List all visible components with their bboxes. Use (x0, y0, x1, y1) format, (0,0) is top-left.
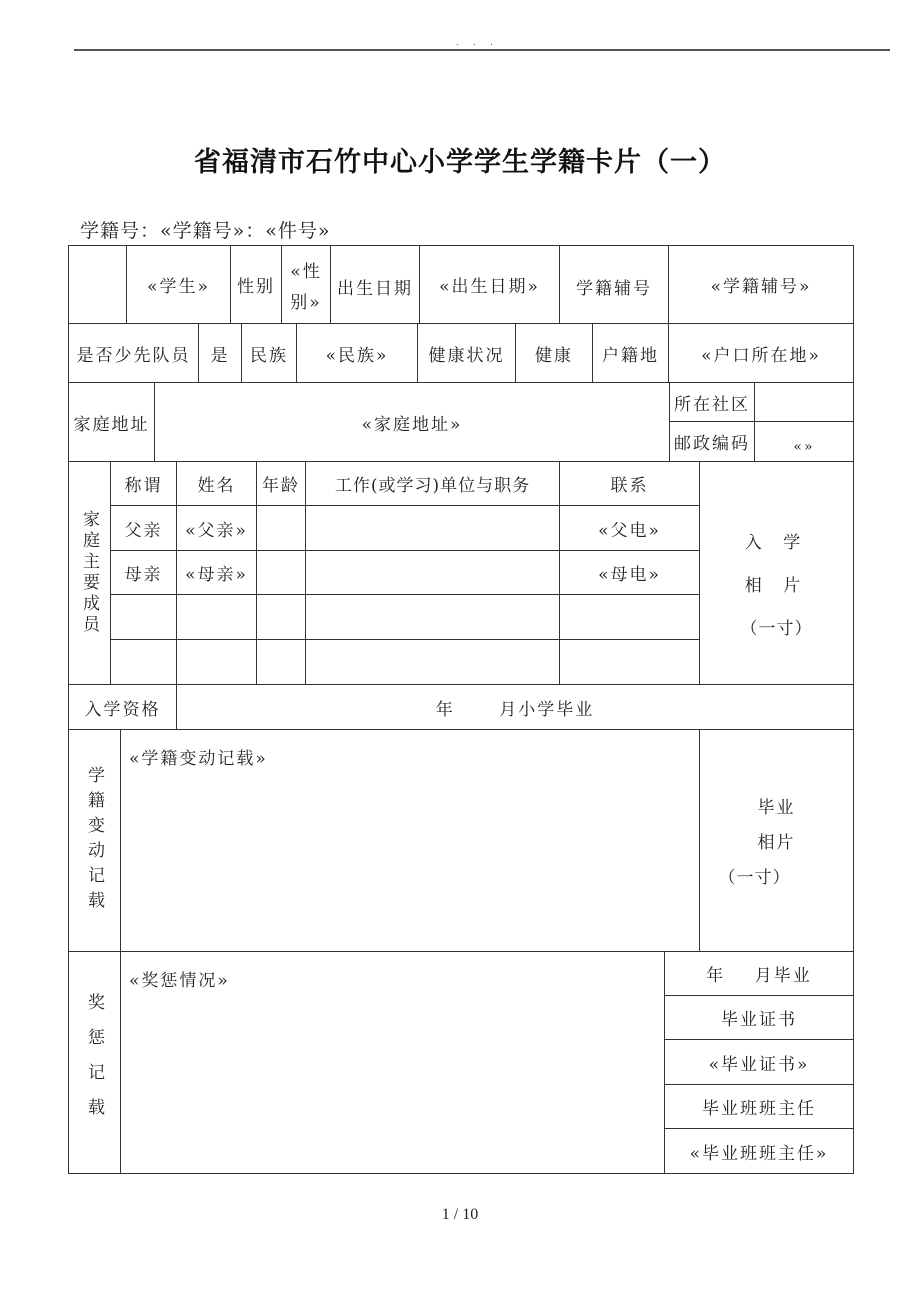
gender-value-line2: 别» (290, 292, 322, 313)
family-section-text: 家庭主要成员 (79, 510, 99, 636)
hukou-value: «户口所在地» (668, 323, 854, 383)
family-header-name: 姓名 (176, 461, 257, 506)
graduation-date: 年 月毕业 (664, 951, 854, 996)
birth-date-value: «出生日期» (419, 245, 560, 324)
family-row2-age (256, 550, 306, 595)
family-row1-relation: 父亲 (110, 505, 177, 551)
postcode-value: «» (754, 421, 854, 462)
enrollment-photo-line1: 入 学 (744, 533, 809, 553)
blank-label-cell (68, 245, 127, 324)
ethnicity-label: 民族 (241, 323, 297, 383)
family-row2-relation: 母亲 (110, 550, 177, 595)
family-row2-name: «母亲» (176, 550, 257, 595)
enrollment-photo-line3: （一寸） (740, 619, 813, 639)
certificate-label: 毕业证书 (664, 995, 854, 1040)
aux-id-value: «学籍辅号» (668, 245, 854, 324)
certificate-value: «毕业证书» (664, 1039, 854, 1085)
changes-section-label (68, 729, 121, 952)
pioneer-label: 是否少先队员 (68, 323, 199, 383)
student-name-value: «学生» (126, 245, 231, 324)
address-value: «家庭地址» (154, 382, 670, 462)
admission-label: 入学资格 (68, 684, 177, 730)
head-teacher-value: «毕业班班主任» (664, 1128, 854, 1174)
graduation-photo-line3: （一寸） (718, 868, 791, 888)
page-title: 省福清市石竹中心小学学生学籍卡片（一） (194, 147, 726, 178)
ethnicity-value: «民族» (296, 323, 418, 383)
family-section-label (68, 461, 111, 685)
family-row4-contact (559, 639, 700, 685)
community-value (754, 382, 854, 422)
changes-section-text: 学籍变动记载 (84, 765, 104, 916)
page-number: 1 / 10 (441, 1206, 479, 1223)
rewards-section-text: 奖惩记载 (84, 992, 104, 1133)
hukou-label: 户籍地 (592, 323, 669, 383)
rewards-section-label (68, 951, 121, 1174)
family-row2-work (305, 550, 560, 595)
family-row4-name (176, 639, 257, 685)
family-header-relation: 称谓 (110, 461, 177, 506)
graduation-photo-box (699, 729, 854, 952)
family-row1-name: «父亲» (176, 505, 257, 551)
health-label: 健康状况 (417, 323, 516, 383)
graduation-photo-line2: 相片 (757, 833, 796, 853)
admission-value: 年 月小学毕业 (176, 684, 854, 730)
health-value: 健康 (515, 323, 593, 383)
address-label: 家庭地址 (68, 382, 155, 462)
family-row1-work (305, 505, 560, 551)
header-rule (74, 49, 890, 51)
head-teacher-label: 毕业班班主任 (664, 1084, 854, 1129)
family-row1-contact: «父电» (559, 505, 700, 551)
family-header-work: 工作(或学习)单位与职务 (305, 461, 560, 506)
family-row1-age (256, 505, 306, 551)
gender-value (281, 245, 331, 324)
enrollment-photo-line2: 相 片 (744, 576, 809, 596)
family-header-age: 年龄 (256, 461, 306, 506)
aux-id-label: 学籍辅号 (559, 245, 669, 324)
community-label: 所在社区 (669, 382, 755, 422)
family-row4-age (256, 639, 306, 685)
rewards-record-value: «奖惩情况» (120, 951, 665, 1174)
family-row3-age (256, 594, 306, 640)
family-row4-work (305, 639, 560, 685)
enrollment-photo-box (699, 461, 854, 685)
changes-record-value: «学籍变动记载» (120, 729, 700, 952)
family-row3-work (305, 594, 560, 640)
family-row3-relation (110, 594, 177, 640)
family-row4-relation (110, 639, 177, 685)
family-header-contact: 联系 (559, 461, 700, 506)
birth-date-label: 出生日期 (330, 245, 420, 324)
family-row3-contact (559, 594, 700, 640)
gender-label: 性别 (230, 245, 282, 324)
pioneer-value: 是 (198, 323, 242, 383)
family-row3-name (176, 594, 257, 640)
header-marks: . . . (456, 38, 499, 47)
graduation-photo-line1: 毕业 (757, 798, 796, 818)
gender-value-line1: «性 (290, 261, 322, 282)
postcode-label: 邮政编码 (669, 421, 755, 462)
registration-number-line: 学籍号：«学籍号»：«件号» (80, 220, 331, 242)
family-row2-contact: «母电» (559, 550, 700, 595)
